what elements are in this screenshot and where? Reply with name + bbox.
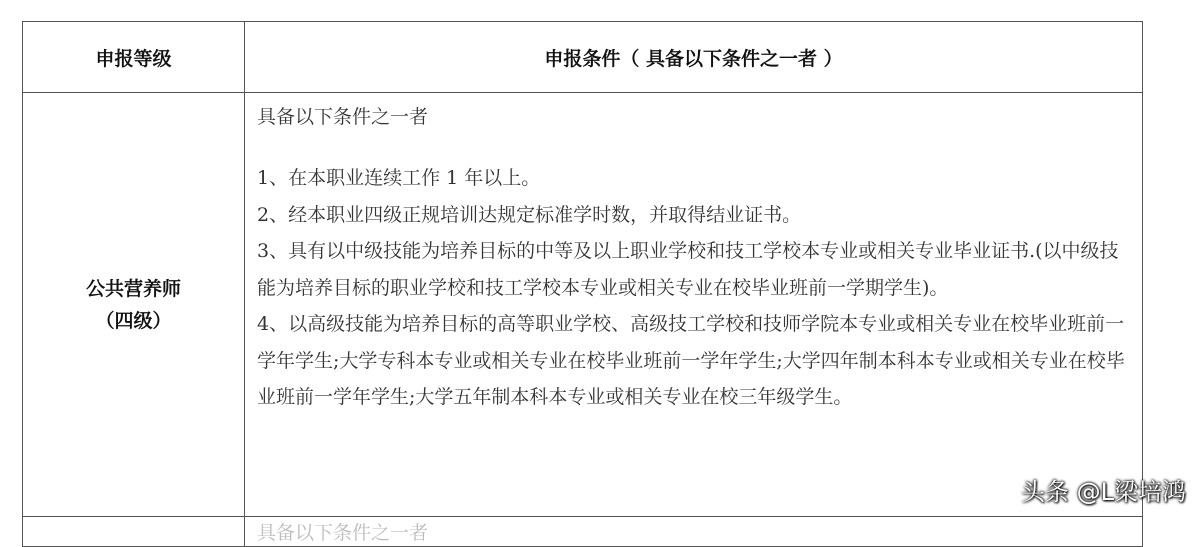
- level-cell: [23, 93, 245, 517]
- next-level-cell: [23, 517, 245, 547]
- next-conditions-cell: [245, 517, 1143, 547]
- table-header-row: [23, 22, 1143, 93]
- conditions-cell: [245, 93, 1143, 517]
- condition-item-4: 4、以高级技能为培养目标的高等职业学校、高级技工学校和技师学院本专业或相关专业在校毕业班前一学年学生;大学专科本专业或相关专业在校毕业班前一学年学生;大学四年制本科本专业或相关专业在校毕业班前一学年学生;大学五年制本科本专业或相关专业在校三年级学生。: [257, 313, 1125, 408]
- condition-item-2: 2、经本职业四级正规培训达规定标准学时数，并取得结业证书。: [257, 203, 802, 226]
- source-watermark: 头条 @L梁培鸿: [1021, 478, 1186, 506]
- header-conditions: 申报条件（ 具备以下条件之一者 ）: [245, 22, 1143, 93]
- header-level: 申报等级: [23, 22, 245, 93]
- level-name: 公共营养师: [85, 277, 181, 300]
- condition-item-1: 1、在本职业连续工作 1 年以上。: [257, 167, 541, 189]
- conditions-intro: 具备以下条件之一者: [257, 106, 429, 128]
- requirements-table: [22, 21, 1143, 547]
- next-conditions-partial: 具备以下条件之一者: [257, 521, 429, 544]
- table-row: [23, 93, 1143, 517]
- condition-item-3: 3、具有以中级技能为培养目标的中等及以上职业学校和技工学校本专业或相关专业毕业证书.(以中级技能为培养目标的职业学校和技工学校本专业或相关专业在校毕业班前一学期学生)。: [257, 240, 1119, 299]
- table-row: [23, 517, 1143, 547]
- level-grade: （四级）: [95, 309, 172, 332]
